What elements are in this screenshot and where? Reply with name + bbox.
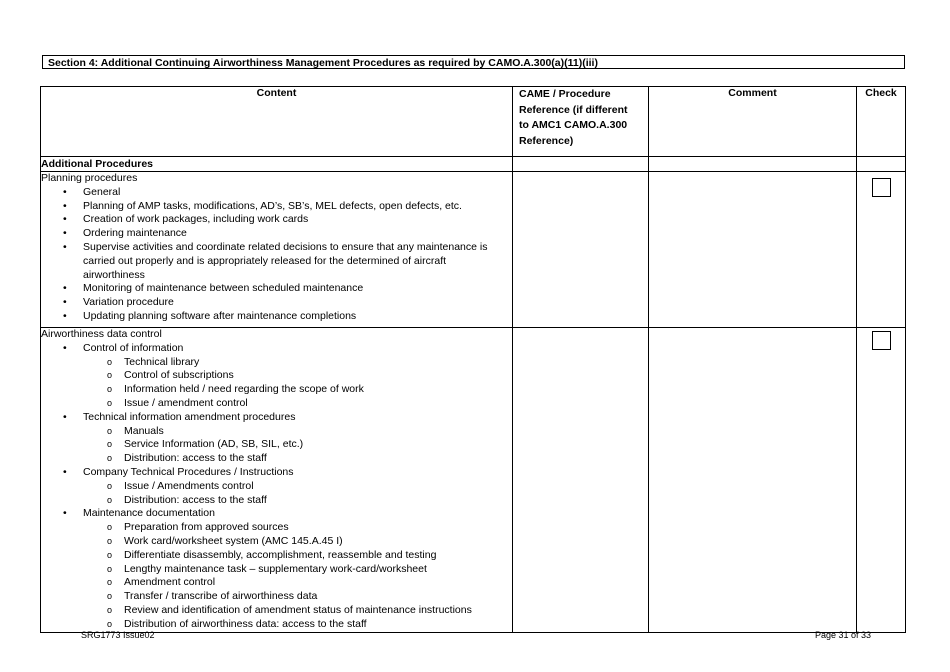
header-comment: Comment: [649, 87, 857, 157]
list-item: • Supervise activities and coordinate related decisions to ensure that any maintenance is carried out properly and is appropriately released for the determined of aircraft airworthiness: [41, 241, 512, 282]
footer-document-reference: SRG1773 Issue02: [81, 630, 155, 640]
list-item: • General: [41, 186, 512, 200]
sub-list-item: o Preparation from approved sources: [83, 521, 512, 535]
list-item: • Creation of work packages, including work cards: [41, 213, 512, 227]
list-item: • Planning of AMP tasks, modifications, AD’s, SB’s, MEL defects, open defects, etc.: [41, 200, 512, 214]
airworthiness-comment-cell[interactable]: [649, 328, 857, 633]
header-row: [41, 87, 906, 157]
subheading-additional-procedures: Additional Procedures: [41, 157, 513, 172]
sub-list-item: o Differentiate disassembly, accomplishment, reassemble and testing: [83, 549, 512, 563]
table-row-airworthiness: [41, 328, 906, 633]
sub-list-item: o Review and identification of amendment status of maintenance instructions: [83, 604, 512, 618]
planning-check-cell: [857, 172, 906, 328]
sub-list-item: o Manuals: [83, 425, 512, 439]
sub-list-item: o Amendment control: [83, 576, 512, 590]
sub-list-item: o Control of subscriptions: [83, 369, 512, 383]
sub-list-item: o Issue / amendment control: [83, 397, 512, 411]
airworthiness-title: Airworthiness data control: [41, 328, 162, 340]
section-title: Section 4: Additional Continuing Airworthiness Management Procedures as required by CAMO.A.300(a)(11)(iii): [42, 55, 905, 69]
checklist-table: [40, 86, 906, 633]
sub-list-item: o Information held / need regarding the scope of work: [83, 383, 512, 397]
subheading-row: [41, 157, 906, 172]
planning-content: [41, 172, 513, 328]
sub-list-item: o Service Information (AD, SB, SIL, etc.): [83, 438, 512, 452]
list-item: • Ordering maintenance: [41, 227, 512, 241]
table-row-planning: [41, 172, 906, 328]
airworthiness-content: [41, 328, 513, 633]
sub-list-item: o Distribution: access to the staff: [83, 452, 512, 466]
airworthiness-check-cell: [857, 328, 906, 633]
list-item: • Updating planning software after maintenance completions: [41, 310, 512, 324]
header-content: Content: [41, 87, 513, 157]
sub-list-item: o Distribution of airworthiness data: access to the staff: [83, 618, 512, 632]
list-item: • Company Technical Procedures / Instructions o Issue / Amendments control o Distribution: access to the staff: [41, 466, 512, 507]
header-came-reference: CAME / Procedure Reference (if different to AMC1 CAMO.A.300 Reference): [513, 87, 649, 157]
sub-list-item: o Technical library: [83, 356, 512, 370]
planning-list: [41, 186, 512, 324]
list-item: • Variation procedure: [41, 296, 512, 310]
sub-list-item: o Lengthy maintenance task – supplementary work-card/worksheet: [83, 563, 512, 577]
planning-comment-cell[interactable]: [649, 172, 857, 328]
sub-list-item: o Transfer / transcribe of airworthiness data: [83, 590, 512, 604]
sub-list-item: o Distribution: access to the staff: [83, 494, 512, 508]
planning-reference-cell[interactable]: [513, 172, 649, 328]
list-item: • Control of information o Technical library o Control of subscriptions o Information held / need regarding the scope of work o Issue / amendment control: [41, 342, 512, 411]
header-check: Check: [857, 87, 906, 157]
airworthiness-list: [41, 342, 512, 632]
airworthiness-checkbox[interactable]: [872, 331, 891, 350]
footer-page-number: Page 31 of 33: [815, 630, 872, 640]
planning-checkbox[interactable]: [872, 178, 891, 197]
list-item: • Technical information amendment procedures o Manuals o Service Information (AD, SB, SIL, etc.) o Distribution: access to the staff: [41, 411, 512, 466]
planning-title: Planning procedures: [41, 172, 138, 184]
list-item: • Maintenance documentation o Preparation from approved sources o Work card/worksheet system (AMC 145.A.45 I) o Differentiate disassembly, accomplishment, reassemble and testing o Lengthy maintenance task – supplementary work-card/worksheet o Amendment control o Transfer / transcribe of airworthiness data o Review and identification of amendment status of maintenance instructions o Distribution of airworthiness data: access to the staff: [41, 507, 512, 631]
sub-list-item: o Work card/worksheet system (AMC 145.A.45 I): [83, 535, 512, 549]
sub-list-item: o Issue / Amendments control: [83, 480, 512, 494]
list-item: • Monitoring of maintenance between scheduled maintenance: [41, 282, 512, 296]
airworthiness-reference-cell[interactable]: [513, 328, 649, 633]
